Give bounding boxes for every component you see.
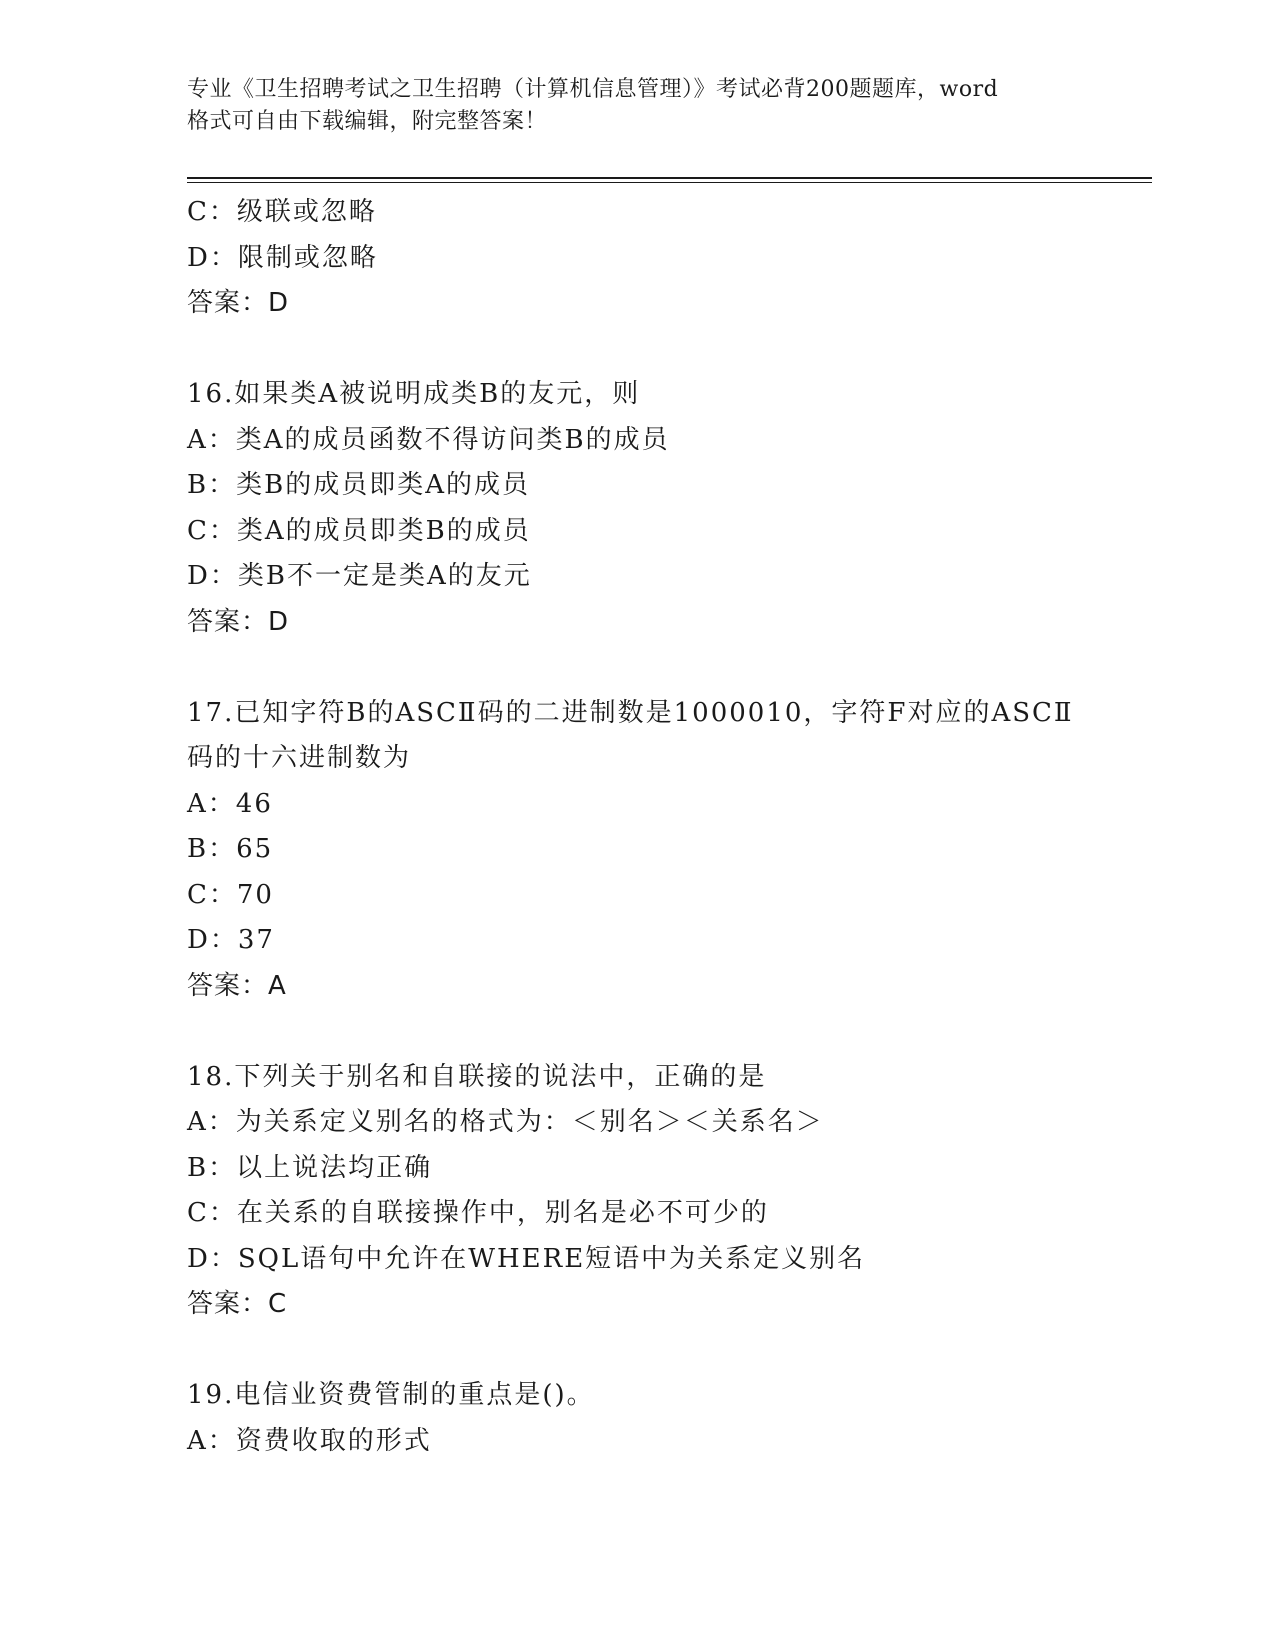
- question-list: [187, 190, 1087, 1464]
- question-text-line-2: 码的十六进制数为: [187, 743, 412, 773]
- answer: 答案：C: [187, 1289, 288, 1319]
- spacer: [187, 1009, 1087, 1055]
- spacer: [187, 645, 1087, 691]
- option-c: C：70: [187, 879, 274, 910]
- option-a: A：类A的成员函数不得访问类B的成员: [187, 424, 670, 455]
- option-c: C：类A的成员即类B的成员: [187, 515, 531, 546]
- option-c: C：在关系的自联接操作中，别名是必不可少的: [187, 1198, 769, 1228]
- option-b: B：类B的成员即类A的成员: [187, 470, 530, 500]
- header-line-1: 专业《卫生招聘考试之卫生招聘（计算机信息管理）》考试必背200题题库，word: [187, 77, 999, 102]
- answer: 答案：D: [187, 288, 290, 318]
- option-a: A：46: [187, 788, 273, 819]
- option-b: B：以上说法均正确: [187, 1152, 433, 1183]
- option-d: D：SQL语句中允许在WHERE短语中为关系定义别名: [187, 1243, 866, 1274]
- option-a: A：资费收取的形式: [187, 1425, 432, 1456]
- header-divider-thick: [187, 177, 1152, 179]
- option-c: C：级联或忽略: [187, 197, 377, 227]
- question-text: 19.电信业资费管制的重点是()。: [187, 1380, 595, 1410]
- question-text: 16.如果类A被说明成类B的友元，则: [187, 379, 641, 409]
- spacer: [187, 1328, 1087, 1374]
- question-18: [187, 1055, 1087, 1328]
- option-a: A：为关系定义别名的格式为：＜别名＞＜关系名＞: [187, 1107, 824, 1137]
- question-19: [187, 1373, 1087, 1464]
- spacer: [187, 327, 1087, 373]
- option-d: D：37: [187, 925, 275, 955]
- option-d: D：限制或忽略: [187, 242, 378, 273]
- answer: 答案：D: [187, 606, 290, 637]
- document-header: [187, 74, 1087, 138]
- question-17: [187, 691, 1087, 1010]
- question-16: [187, 372, 1087, 645]
- question-text-line-1: 17.已知字符B的ASCⅡ码的二进制数是1000010，字符F对应的ASCⅡ: [187, 697, 1074, 728]
- header-divider-thin: [187, 182, 1152, 183]
- question-15: [187, 190, 1087, 327]
- header-line-2: 格式可自由下载编辑，附完整答案！: [187, 109, 548, 134]
- question-text: 18.下列关于别名和自联接的说法中，正确的是: [187, 1061, 767, 1092]
- answer: 答案：A: [187, 970, 287, 1001]
- option-d: D：类B不一定是类A的友元: [187, 561, 532, 591]
- option-b: B：65: [187, 834, 274, 864]
